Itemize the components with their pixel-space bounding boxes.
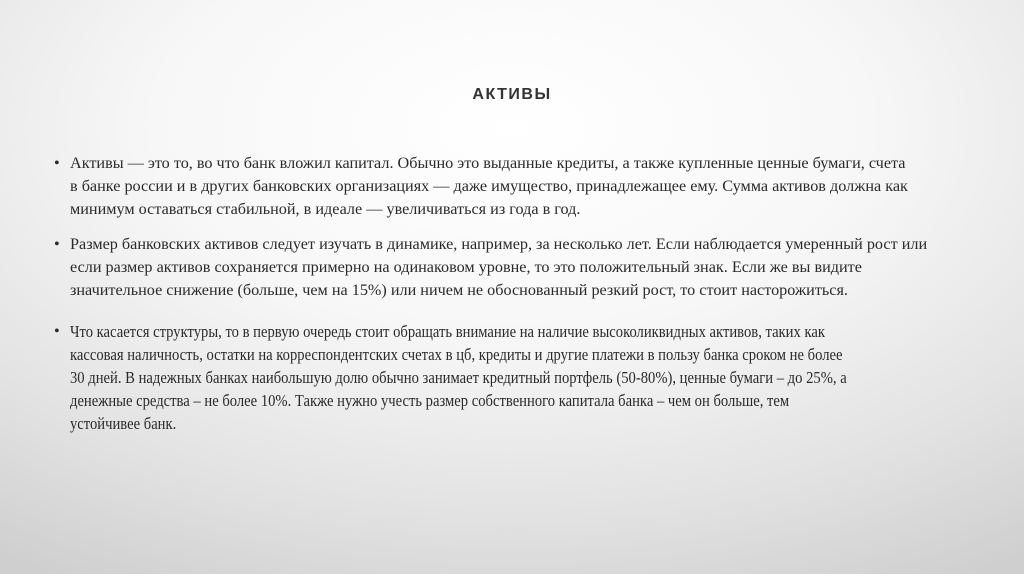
bullet-icon: • (54, 235, 60, 253)
bullet-icon: • (54, 322, 60, 340)
bullet-item (54, 320, 973, 435)
text-line: 30 дней. В надежных банках наибольшую долю обычно занимает кредитный портфель (50-80%), ценные бумаги – до 25%, а (70, 368, 847, 387)
text-line: устойчивее банк. (70, 414, 177, 433)
slide-title: АКТИВЫ (472, 86, 552, 103)
text-line: если размер активов сохраняется примерно на одинаковом уровне, то это положительный знак. Если же вы видите (70, 258, 862, 276)
text-line: Что касается структуры, то в первую очередь стоит обращать внимание на наличие высоколиквидных активов, таких как (70, 322, 825, 341)
text-line: кассовая наличность, остатки на корреспондентских счетах в цб, кредиты и другие платежи в пользу банка сроком не более (70, 345, 843, 364)
bullet-item (54, 152, 908, 221)
text-line: Активы — это то, во что банк вложил капитал. Обычно это выданные кредиты, а также купленные ценные бумаги, счета (70, 154, 906, 172)
text-line: минимум оставаться стабильной, в идеале — увеличиваться из года в год. (70, 200, 581, 218)
text-line: Размер банковских активов следует изучать в динамике, например, за несколько лет. Если наблюдается умеренный рост или (70, 235, 928, 253)
text-line: в банке россии и в других банковских организациях — даже имущество, принадлежащее ему. Сумма активов должна как (70, 177, 908, 195)
bullet-item (54, 233, 928, 302)
text-line: денежные средства – не более 10%. Также нужно учесть размер собственного капитала банка – чем он больше, тем (70, 391, 790, 410)
bullet-icon: • (54, 154, 60, 172)
text-line: значительное снижение (больше, чем на 15%) или ничем не обоснованный резкий рост, то стоит насторожиться. (70, 281, 848, 299)
